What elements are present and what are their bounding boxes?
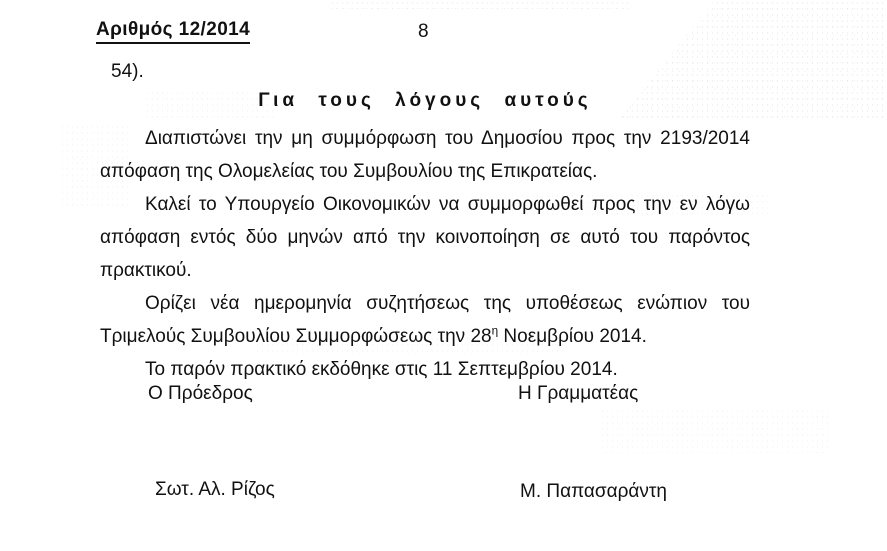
signature-title-president: Ο Πρόεδρος (148, 383, 253, 404)
signature-name-president: Σωτ. Αλ. Ρίζος (155, 479, 275, 500)
body-line: απόφαση εντός δύο μηνών από την κοινοποίηση σε αυτό του παρόντος (100, 227, 750, 248)
case-number: Αριθμός 12/2014 (96, 19, 250, 44)
body-line: απόφαση της Ολομελείας του Συμβουλίου της Επικρατείας. (100, 161, 598, 182)
signature-title-secretary: Η Γραμματέας (518, 383, 639, 404)
page-number: 8 (418, 21, 429, 42)
signature-name-secretary: Μ. Παπασαράντη (520, 481, 667, 502)
prelude-text: 54). (111, 61, 144, 82)
body-line: Τριμελούς Συμβουλίου Συμμορφώσεως την $28^\eta$ Νοεμβρίου 2014. (100, 324, 647, 347)
body-line: Διαπιστώνει την μη συμμόρφωση του Δημοσίου προς την 2193/2014 (145, 128, 750, 149)
body-line: πρακτικού. (100, 260, 192, 281)
body-line: Καλεί το Υπουργείο Οικονομικών να συμμορφωθεί προς την εν λόγω (145, 194, 750, 215)
body-line: Ορίζει νέα ημερομηνία συζητήσεως της υποθέσεως ενώπιον του (145, 293, 750, 314)
body-text (100, 122, 750, 386)
section-heading: Για τους λόγους αυτούς (258, 90, 592, 111)
scan-noise (600, 408, 830, 453)
scan-noise (330, 0, 630, 9)
body-line: Το παρόν πρακτικό εκδόθηκε στις 11 Σεπτεμβρίου 2014. (145, 359, 618, 380)
